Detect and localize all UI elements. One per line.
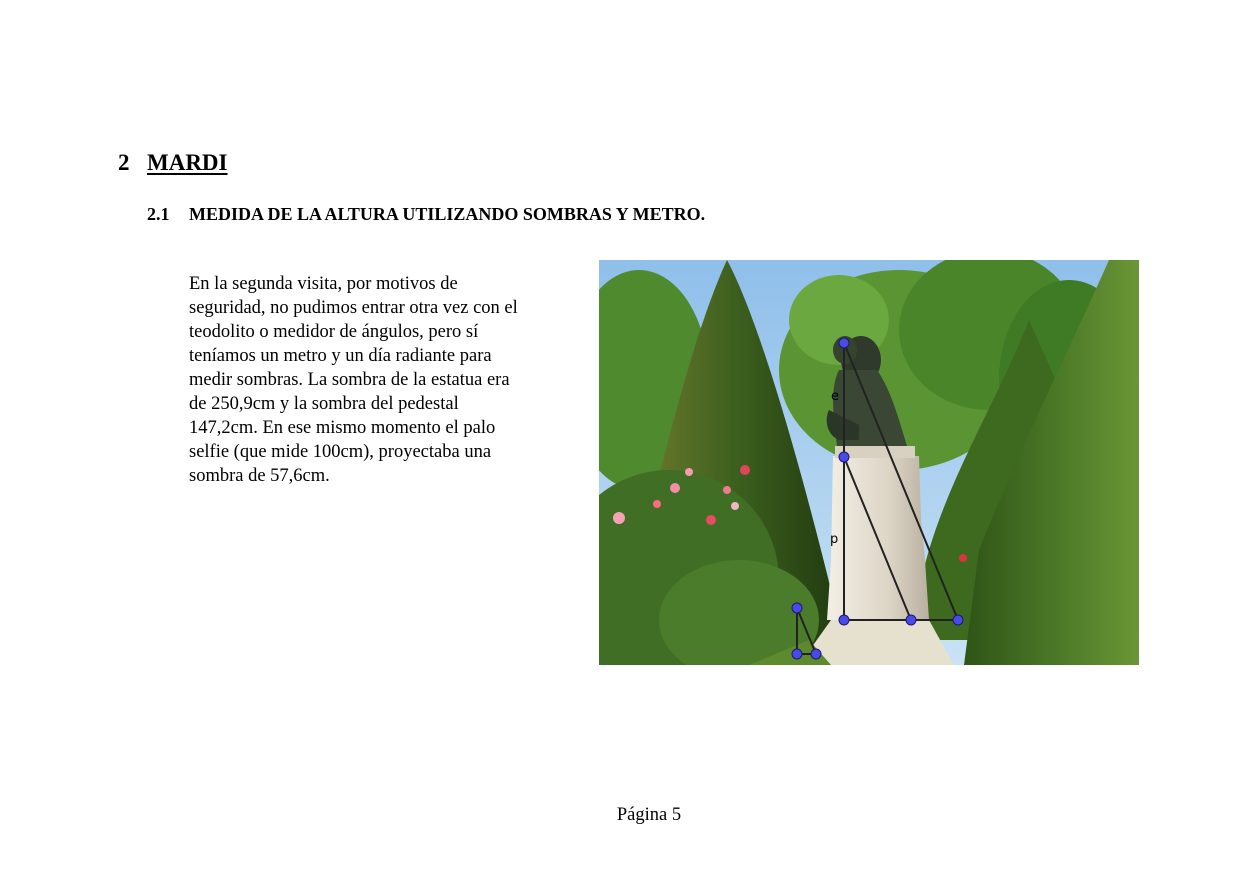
paragraph-line: teodolito o medidor de ángulos, pero sí bbox=[189, 322, 479, 342]
subsection-number: 2.1 bbox=[147, 204, 170, 224]
paragraph-line: selfie (que mide 100cm), proyectaba una bbox=[189, 442, 492, 462]
point-statue-top bbox=[839, 338, 849, 348]
paragraph-line: teníamos un metro y un día radiante para bbox=[189, 346, 492, 366]
point-pedestal-top bbox=[839, 452, 849, 462]
statue-shadow-photo bbox=[599, 260, 1139, 665]
label-statue: e bbox=[831, 389, 839, 404]
section-number: 2 bbox=[118, 150, 130, 175]
section-title: MARDI bbox=[147, 150, 228, 175]
page-footer bbox=[0, 803, 1240, 827]
body-paragraph bbox=[189, 272, 574, 488]
label-pedestal: p bbox=[830, 532, 839, 547]
section-heading bbox=[118, 148, 228, 178]
paragraph-line: sombra de 57,6cm. bbox=[189, 466, 330, 486]
paragraph-line: seguridad, no pudimos entrar otra vez con el bbox=[189, 298, 518, 318]
point-selfie-top bbox=[792, 603, 802, 613]
point-statue-shadow bbox=[953, 615, 963, 625]
point-pedestal-shadow bbox=[906, 615, 916, 625]
page-number: Página 5 bbox=[616, 805, 682, 825]
paragraph-line: 147,2cm. En ese mismo momento el palo bbox=[189, 418, 496, 438]
point-base bbox=[839, 615, 849, 625]
paragraph-line: medir sombras. La sombra de la estatua era bbox=[189, 370, 510, 390]
point-selfie-shadow bbox=[811, 649, 821, 659]
point-selfie-base bbox=[792, 649, 802, 659]
paragraph-line: de 250,9cm y la sombra del pedestal bbox=[189, 394, 459, 414]
subsection-title: MEDIDA DE LA ALTURA UTILIZANDO SOMBRAS Y METRO. bbox=[189, 204, 706, 224]
subsection-heading bbox=[147, 202, 705, 226]
paragraph-line: En la segunda visita, por motivos de bbox=[189, 274, 458, 294]
